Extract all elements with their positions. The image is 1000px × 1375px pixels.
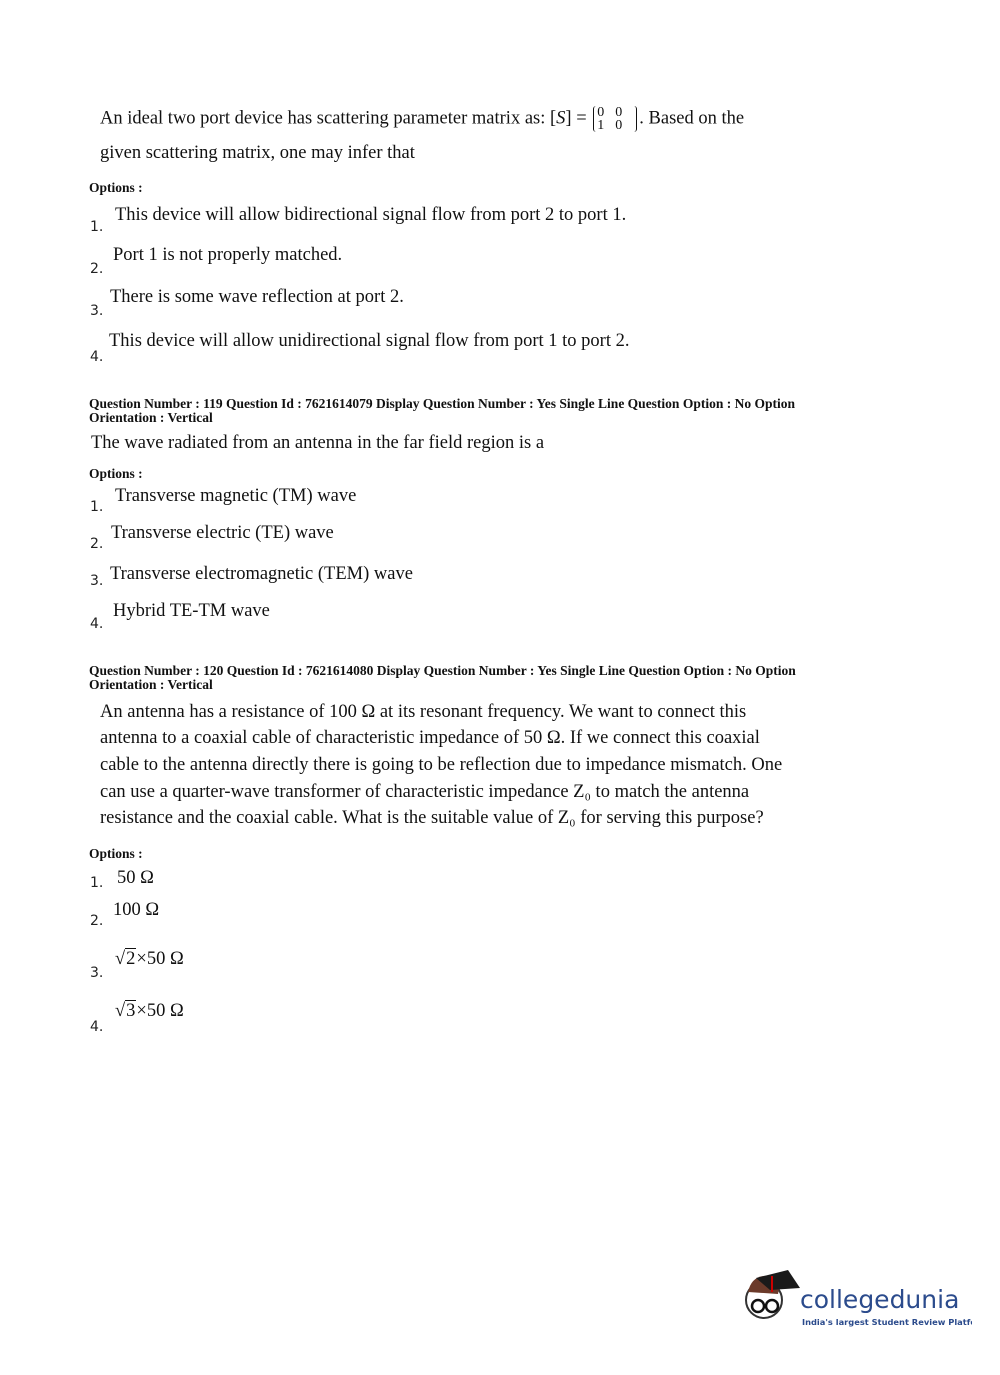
q118-text: An ideal two port device has scattering parameter matrix as: [S] = 0 0 1 0 . Based on the [100,105,745,133]
q120-option-1: 50 Ω [117,868,154,888]
q120-meta: Question Number : 120 Question Id : 7621614080 Display Question Number : Yes Single Line Question Option : No Option [89,663,796,678]
option-number: 3. [90,303,104,319]
q118-option-3: There is some wave reflection at port 2. [110,287,404,307]
q120-line: An antenna has a resistance of 100 Ω at its resonant frequency. We want to connect this [100,702,747,722]
option-number: 3. [90,573,104,589]
q120-option-3: √2×50 Ω [115,949,184,969]
q120-line: can use a quarter-wave transformer of characteristic impedance Z₀ to match the antenna [100,782,750,802]
option-number: 2. [90,261,104,277]
q119-meta-2: Orientation : Vertical [89,410,213,425]
q120-option-4: √3×50 Ω [115,1001,184,1021]
q119-meta: Question Number : 119 Question Id : 7621614079 Display Question Number : Yes Single Line Question Option : No Option [89,396,795,411]
options-label: Options : [89,466,143,481]
q119-option-1: Transverse magnetic (TM) wave [115,486,357,506]
s-matrix: 0 0 1 0 [593,106,637,132]
q119-option-4: Hybrid TE-TM wave [113,601,270,621]
collegedunia-logo [742,1268,972,1338]
logo-tagline: India's largest Student Review Platform [802,1317,972,1327]
option-number: 4. [90,1019,104,1035]
options-label: Options : [89,180,143,195]
q120-line: antenna to a coaxial cable of characteristic impedance of 50 Ω. If we connect this coaxial [100,728,760,748]
q120-meta-2: Orientation : Vertical [89,677,213,692]
option-number: 4. [90,349,104,365]
q118-option-4: This device will allow unidirectional signal flow from port 1 to port 2. [109,331,630,351]
option-number: 2. [90,913,104,929]
option-number: 1. [90,875,104,891]
q120-option-2: 100 Ω [113,900,160,920]
q119-option-2: Transverse electric (TE) wave [111,523,334,543]
q118-option-2: Port 1 is not properly matched. [113,245,343,265]
option-number: 2. [90,536,104,552]
option-number: 4. [90,616,104,632]
q119-option-3: Transverse electromagnetic (TEM) wave [110,564,413,584]
q120-line: cable to the antenna directly there is going to be reflection due to impedance mismatch. One [100,755,783,775]
logo-wordmark: collegedunia [800,1285,960,1314]
option-number: 1. [90,499,104,515]
options-label: Options : [89,846,143,861]
q118-text-line2: given scattering matrix, one may infer that [100,143,415,163]
option-number: 3. [90,965,104,981]
q120-line: resistance and the coaxial cable. What is the suitable value of Z₀ for serving this purpose? [100,808,764,828]
mascot-icon [742,1268,972,1338]
q118-option-1: This device will allow bidirectional signal flow from port 2 to port 1. [115,205,627,225]
option-number: 1. [90,219,104,235]
q119-text: The wave radiated from an antenna in the far field region is a [91,433,545,453]
